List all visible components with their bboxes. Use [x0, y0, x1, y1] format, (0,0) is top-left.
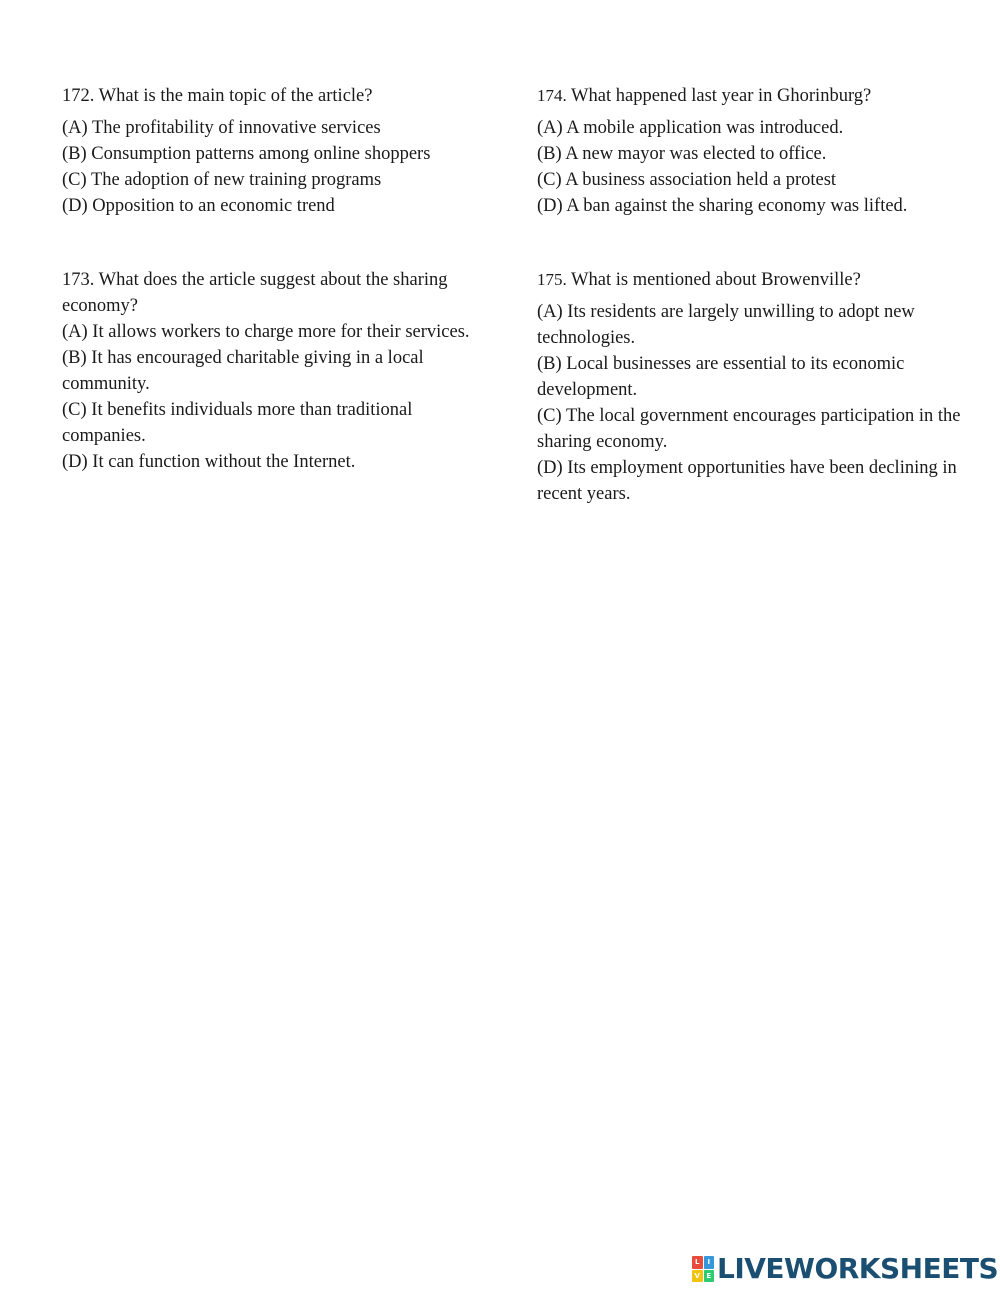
question-172 — [62, 83, 482, 219]
logo-icon-letter-v: V — [692, 1270, 703, 1283]
liveworksheets-logo-icon — [692, 1256, 714, 1282]
question-174 — [537, 83, 967, 219]
question-174-number: 174. — [537, 86, 567, 105]
question-174-option-b: (B) A new mayor was elected to office. — [537, 144, 827, 164]
question-175-option-a: (A) Its residents are largely unwilling to adopt new technologies. — [537, 302, 915, 348]
question-175-stem — [537, 267, 967, 293]
logo-icon-letter-i: I — [704, 1256, 715, 1269]
question-175-option-c: (C) The local government encourages participation in the sharing economy. — [537, 406, 961, 452]
question-175-text: What is mentioned about Browenville? — [571, 270, 861, 290]
question-173 — [62, 267, 482, 475]
question-175 — [537, 267, 967, 507]
question-173-stem: 173. What does the article suggest about the sharing economy? — [62, 270, 448, 316]
logo-icon-letter-e: E — [704, 1270, 715, 1283]
question-172-option-b: (B) Consumption patterns among online shoppers — [62, 144, 431, 164]
question-172-options — [62, 115, 482, 219]
question-175-option-d: (D) Its employment opportunities have been declining in recent years. — [537, 458, 957, 504]
liveworksheets-logo — [692, 1254, 998, 1284]
question-174-option-a: (A) A mobile application was introduced. — [537, 118, 844, 138]
question-174-stem — [537, 83, 967, 109]
question-172-option-a: (A) The profitability of innovative services — [62, 118, 381, 138]
question-174-option-c: (C) A business association held a protest — [537, 170, 837, 190]
question-174-options — [537, 115, 967, 219]
question-174-text: What happened last year in Ghorinburg? — [571, 86, 872, 106]
question-175-option-b: (B) Local businesses are essential to its economic development. — [537, 354, 905, 400]
question-173-options — [62, 319, 482, 475]
question-173-option-a: (A) It allows workers to charge more for their services. — [62, 322, 470, 342]
question-173-option-b: (B) It has encouraged charitable giving in a local community. — [62, 348, 424, 394]
question-174-option-d: (D) A ban against the sharing economy was lifted. — [537, 196, 908, 216]
question-173-option-c: (C) It benefits individuals more than traditional companies. — [62, 400, 413, 446]
question-175-options — [537, 299, 967, 507]
logo-icon-letter-l: L — [692, 1256, 703, 1269]
question-172-stem: 172. What is the main topic of the article? — [62, 86, 373, 106]
question-173-option-d: (D) It can function without the Internet. — [62, 452, 356, 472]
question-172-option-c: (C) The adoption of new training programs — [62, 170, 382, 190]
question-172-option-d: (D) Opposition to an economic trend — [62, 196, 335, 216]
liveworksheets-logo-text: LIVEWORKSHEETS — [717, 1252, 999, 1285]
question-175-number: 175. — [537, 270, 567, 289]
